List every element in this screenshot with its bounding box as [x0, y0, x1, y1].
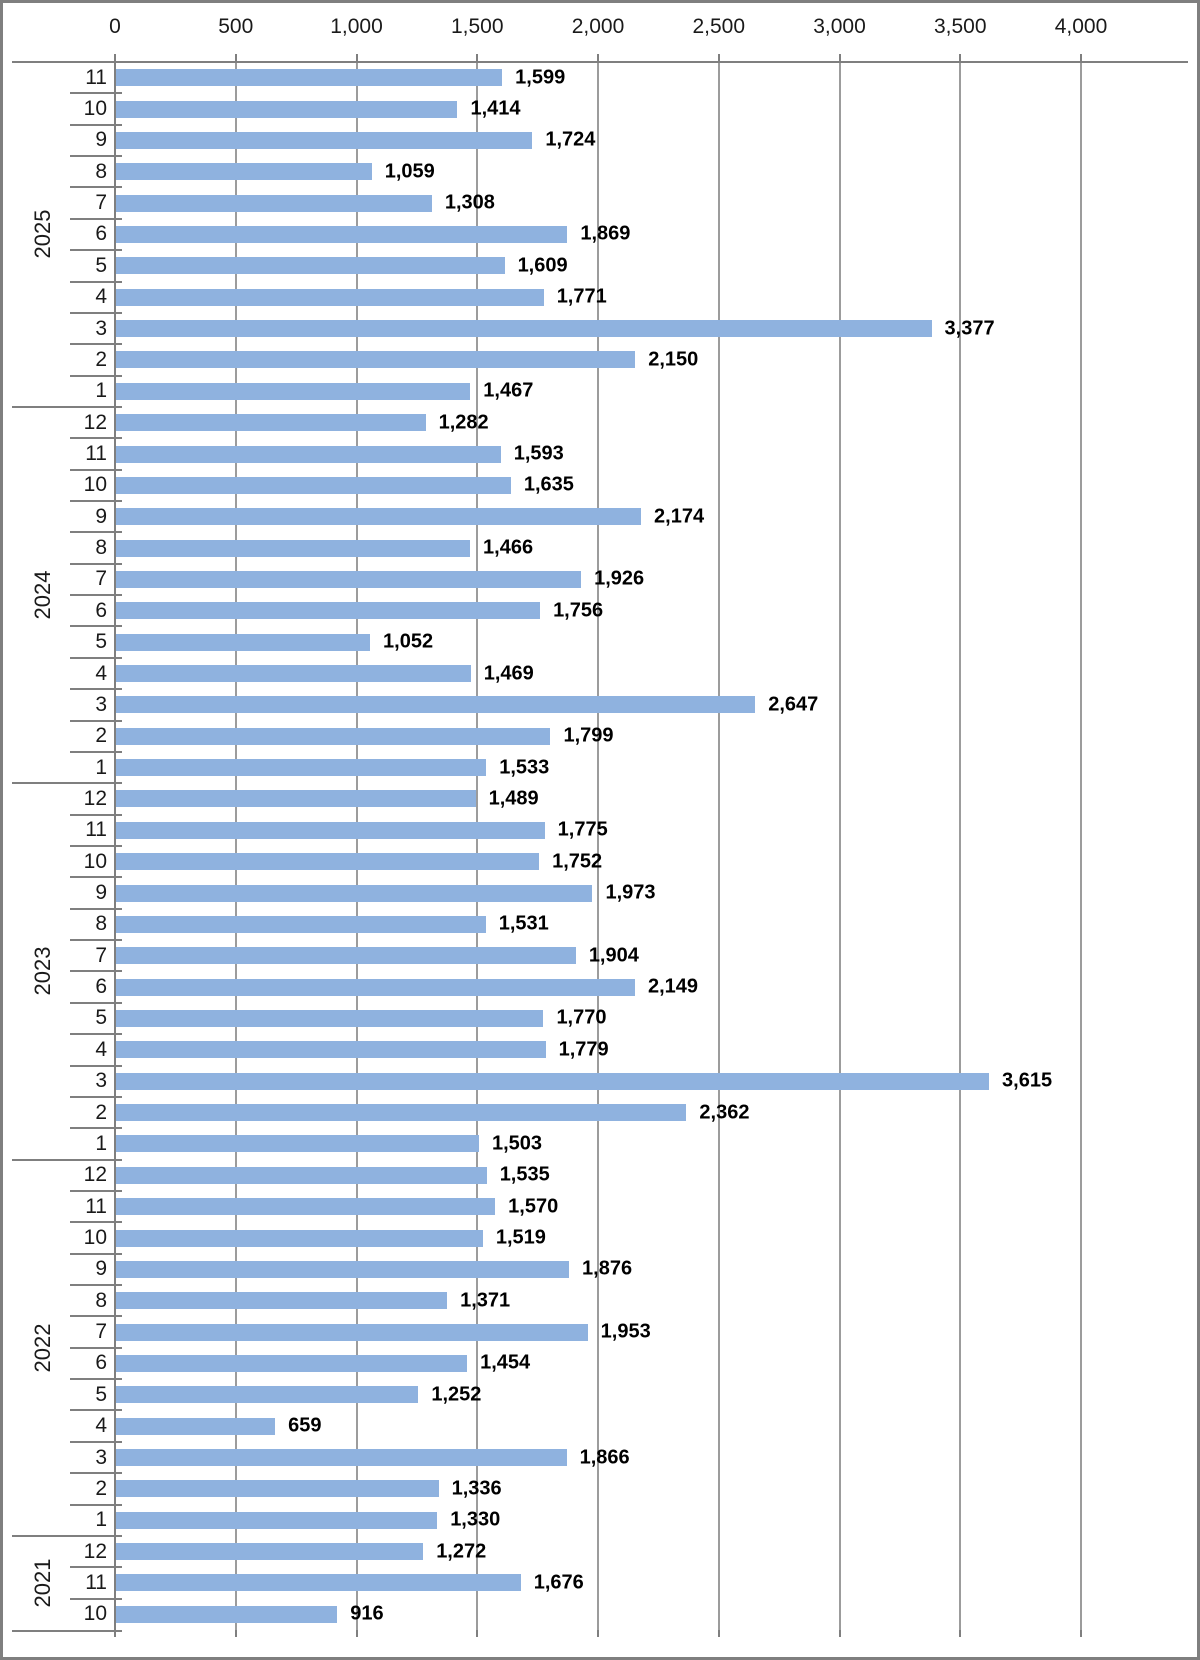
bar-value-label: 1,570 [508, 1195, 559, 1218]
month-tick [70, 1347, 122, 1349]
month-label: 7 [95, 1320, 107, 1344]
month-tick [70, 688, 122, 690]
bar [116, 69, 502, 86]
month-label: 3 [95, 1069, 107, 1093]
bar [116, 1449, 567, 1466]
month-label: 10 [83, 473, 107, 497]
bar [116, 540, 470, 557]
month-tick [70, 720, 122, 722]
month-tick [70, 939, 122, 941]
x-axis-tick-label: 1,000 [330, 15, 383, 38]
month-tick [70, 1598, 122, 1600]
x-axis-tick-label: 2,500 [692, 15, 746, 38]
month-tick [70, 218, 122, 220]
month-label: 6 [95, 598, 107, 622]
month-label: 12 [83, 410, 107, 434]
month-tick [70, 531, 122, 533]
month-tick [70, 908, 122, 910]
month-tick [70, 469, 122, 471]
month-tick [70, 1566, 122, 1568]
month-label: 4 [95, 661, 107, 685]
month-tick [70, 1190, 122, 1192]
month-tick [70, 594, 122, 596]
x-axis-line [12, 61, 1188, 63]
axis-tick [356, 1630, 358, 1637]
year-label: 2025 [30, 209, 55, 259]
bar [116, 728, 550, 745]
month-tick [70, 1504, 122, 1506]
bar [116, 1167, 487, 1184]
year-separator [12, 406, 122, 408]
month-label: 8 [95, 159, 107, 183]
month-tick [70, 312, 122, 314]
month-label: 1 [95, 1508, 107, 1532]
bar-value-label: 1,866 [579, 1446, 630, 1469]
bar [116, 257, 505, 274]
bar [116, 1010, 543, 1027]
bar [116, 226, 567, 243]
bar [116, 979, 635, 996]
category-axis-bottom-line [12, 1630, 122, 1632]
month-tick [70, 124, 122, 126]
month-tick [70, 1127, 122, 1129]
month-label: 11 [85, 818, 107, 842]
month-tick [70, 1096, 122, 1098]
month-label: 4 [95, 1414, 107, 1438]
bar-value-label: 1,252 [431, 1383, 482, 1406]
bar [116, 1418, 275, 1435]
month-label: 10 [83, 849, 107, 873]
bar [116, 759, 486, 776]
month-tick [70, 625, 122, 627]
bar-value-label: 1,869 [580, 222, 631, 245]
bar [116, 853, 539, 870]
bar [116, 1386, 418, 1403]
bar [116, 1292, 447, 1309]
bar [116, 885, 592, 902]
bar-value-label: 1,489 [488, 787, 539, 810]
bar-value-label: 1,052 [383, 630, 434, 653]
month-label: 9 [95, 881, 107, 905]
month-tick [70, 155, 122, 157]
month-label: 7 [95, 567, 107, 591]
bar-value-label: 3,615 [1002, 1069, 1053, 1092]
bar [116, 634, 370, 651]
bar-value-label: 1,593 [513, 442, 564, 465]
month-label: 7 [95, 943, 107, 967]
month-label: 5 [95, 630, 107, 654]
month-label: 11 [85, 1194, 107, 1218]
bar [116, 1324, 588, 1341]
month-tick [70, 500, 122, 502]
month-tick [70, 1284, 122, 1286]
month-tick [70, 1221, 122, 1223]
bar [116, 696, 755, 713]
month-label: 12 [83, 786, 107, 810]
month-tick [70, 751, 122, 753]
month-label: 4 [95, 285, 107, 309]
bar-value-label: 1,533 [499, 756, 550, 779]
x-axis-tick-label: 2,000 [571, 15, 625, 38]
bar [116, 320, 932, 337]
bar-value-label: 1,799 [563, 724, 614, 747]
month-label: 8 [95, 1288, 107, 1312]
month-tick [70, 563, 122, 565]
bar [116, 195, 432, 212]
x-axis-tick-label: 3,000 [813, 15, 866, 38]
bar-value-label: 1,973 [605, 881, 656, 904]
month-label: 6 [95, 222, 107, 246]
bar-value-label: 1,531 [498, 912, 549, 935]
bar-value-label: 2,174 [654, 505, 705, 528]
x-axis-tick-label: 1,500 [450, 15, 504, 38]
month-label: 12 [83, 1163, 107, 1187]
bar [116, 446, 501, 463]
month-label: 10 [83, 1226, 107, 1249]
year-separator [12, 1159, 122, 1161]
month-tick [70, 1065, 122, 1067]
month-label: 6 [95, 1351, 107, 1375]
bar [116, 822, 545, 839]
bar [116, 1512, 437, 1529]
month-tick [70, 814, 122, 816]
bar [116, 1041, 546, 1058]
year-label: 2023 [30, 946, 55, 996]
month-label: 8 [95, 912, 107, 936]
axis-tick [235, 1630, 237, 1637]
month-label: 2 [95, 724, 107, 748]
gridline [718, 62, 720, 1630]
month-tick [70, 970, 122, 972]
month-label: 1 [95, 379, 107, 403]
bar [116, 101, 457, 118]
bar [116, 289, 544, 306]
month-label: 11 [85, 1570, 107, 1594]
month-tick [70, 375, 122, 377]
bar-value-label: 1,771 [556, 285, 607, 308]
month-label: 11 [85, 65, 107, 89]
bar [116, 414, 426, 431]
month-label: 7 [95, 191, 107, 215]
month-label: 2 [95, 1476, 107, 1500]
month-label: 2 [95, 1100, 107, 1124]
bar [116, 508, 641, 525]
year-label: 2021 [30, 1558, 55, 1608]
x-axis-tick-label: 4,000 [1054, 15, 1108, 38]
bar [116, 1104, 686, 1121]
bar-value-label: 1,282 [438, 411, 489, 434]
month-label: 3 [95, 1445, 107, 1469]
bar [116, 1355, 467, 1372]
axis-tick [959, 1630, 961, 1637]
bar-value-label: 1,724 [545, 128, 596, 151]
bar [116, 665, 471, 682]
bar [116, 916, 486, 933]
month-label: 5 [95, 1006, 107, 1030]
month-tick [70, 657, 122, 659]
x-axis-tick-label: 0 [109, 15, 121, 38]
month-label: 10 [83, 1602, 107, 1626]
bar [116, 1574, 521, 1591]
bar-value-label: 2,149 [647, 975, 699, 998]
month-label: 12 [83, 1539, 107, 1563]
gridline [839, 62, 841, 1630]
bar [116, 163, 372, 180]
month-label: 8 [95, 536, 107, 560]
month-label: 11 [85, 442, 107, 465]
month-tick [70, 1409, 122, 1411]
bar-value-label: 1,535 [499, 1163, 550, 1186]
x-axis-tick-label: 500 [218, 15, 254, 38]
month-tick [70, 1253, 122, 1255]
bar-value-label: 1,904 [588, 944, 639, 967]
bar [116, 1261, 569, 1278]
month-label: 9 [95, 504, 107, 528]
month-tick [70, 249, 122, 251]
bar-value-label: 1,519 [495, 1226, 546, 1249]
bar-value-label: 1,336 [451, 1477, 502, 1500]
axis-tick [839, 1630, 841, 1637]
bar-value-label: 1,599 [515, 66, 566, 89]
month-tick [70, 281, 122, 283]
bar-value-label: 1,503 [491, 1132, 543, 1155]
bar-value-label: 1,466 [483, 536, 534, 559]
month-tick [70, 1002, 122, 1004]
bar-value-label: 1,469 [483, 662, 534, 685]
bar [116, 1198, 495, 1215]
bar-value-label: 1,371 [460, 1289, 511, 1312]
bar [116, 1543, 423, 1560]
bar-value-label: 1,414 [470, 97, 521, 120]
bar-value-label: 3,377 [944, 317, 995, 340]
year-separator [12, 1535, 122, 1537]
bar-value-label: 1,308 [444, 191, 495, 214]
bar [116, 602, 540, 619]
month-tick [70, 186, 122, 188]
bar [116, 477, 511, 494]
month-label: 3 [95, 692, 107, 716]
month-tick [70, 876, 122, 878]
month-label: 1 [95, 755, 107, 779]
bar-value-label: 2,362 [699, 1101, 750, 1124]
bar-value-label: 1,770 [556, 1006, 607, 1029]
axis-tick [718, 1630, 720, 1637]
bar-value-label: 1,876 [582, 1257, 633, 1280]
month-label: 2 [95, 347, 107, 371]
axis-tick [597, 1630, 599, 1637]
bar-value-label: 1,272 [436, 1540, 487, 1563]
month-tick [70, 1033, 122, 1035]
gridline [1080, 62, 1082, 1630]
month-label: 9 [95, 1257, 107, 1281]
bar-value-label: 1,635 [523, 473, 574, 496]
year-separator [12, 782, 122, 784]
bar-value-label: 2,150 [648, 348, 699, 371]
year-label: 2024 [30, 570, 55, 620]
axis-tick [1080, 1630, 1082, 1637]
bar-value-label: 1,752 [552, 850, 603, 873]
month-tick [70, 437, 122, 439]
month-tick [70, 1441, 122, 1443]
month-label: 4 [95, 1037, 107, 1061]
month-label: 6 [95, 975, 107, 999]
bar-value-label: 1,330 [450, 1508, 501, 1531]
month-label: 5 [95, 253, 107, 277]
bar [116, 1480, 439, 1497]
month-tick [70, 1378, 122, 1380]
bar-value-label: 1,609 [517, 254, 568, 277]
bar [116, 1073, 989, 1090]
bar-value-label: 659 [288, 1414, 322, 1437]
bar [116, 132, 532, 149]
month-tick [70, 1315, 122, 1317]
month-tick [70, 343, 122, 345]
bar [116, 1135, 479, 1152]
bar-value-label: 1,454 [480, 1351, 531, 1374]
month-label: 9 [95, 128, 107, 152]
gridline [959, 62, 961, 1630]
month-tick [70, 845, 122, 847]
month-label: 1 [95, 1131, 107, 1155]
month-label: 10 [83, 97, 107, 121]
year-label: 2022 [30, 1323, 55, 1373]
bar [116, 790, 476, 807]
bar [116, 351, 635, 368]
bar [116, 383, 470, 400]
bar-value-label: 1,779 [558, 1038, 609, 1061]
bar-value-label: 916 [350, 1602, 384, 1625]
month-tick [70, 1472, 122, 1474]
bar-value-label: 1,676 [533, 1571, 584, 1594]
x-axis-tick-label: 3,500 [933, 15, 987, 38]
bar-value-label: 1,467 [483, 379, 534, 402]
month-tick [70, 92, 122, 94]
bar-value-label: 1,926 [594, 567, 645, 590]
bar-value-label: 1,059 [384, 160, 435, 183]
bar-value-label: 1,756 [553, 599, 604, 622]
axis-tick [476, 1630, 478, 1637]
bar [116, 947, 576, 964]
bar [116, 1230, 483, 1247]
bar-value-label: 1,775 [557, 818, 608, 841]
bar-value-label: 2,647 [768, 693, 819, 716]
month-label: 3 [95, 316, 107, 340]
bar [116, 1606, 337, 1623]
bar [116, 571, 581, 588]
bar-value-label: 1,953 [600, 1320, 651, 1343]
month-label: 5 [95, 1382, 107, 1406]
